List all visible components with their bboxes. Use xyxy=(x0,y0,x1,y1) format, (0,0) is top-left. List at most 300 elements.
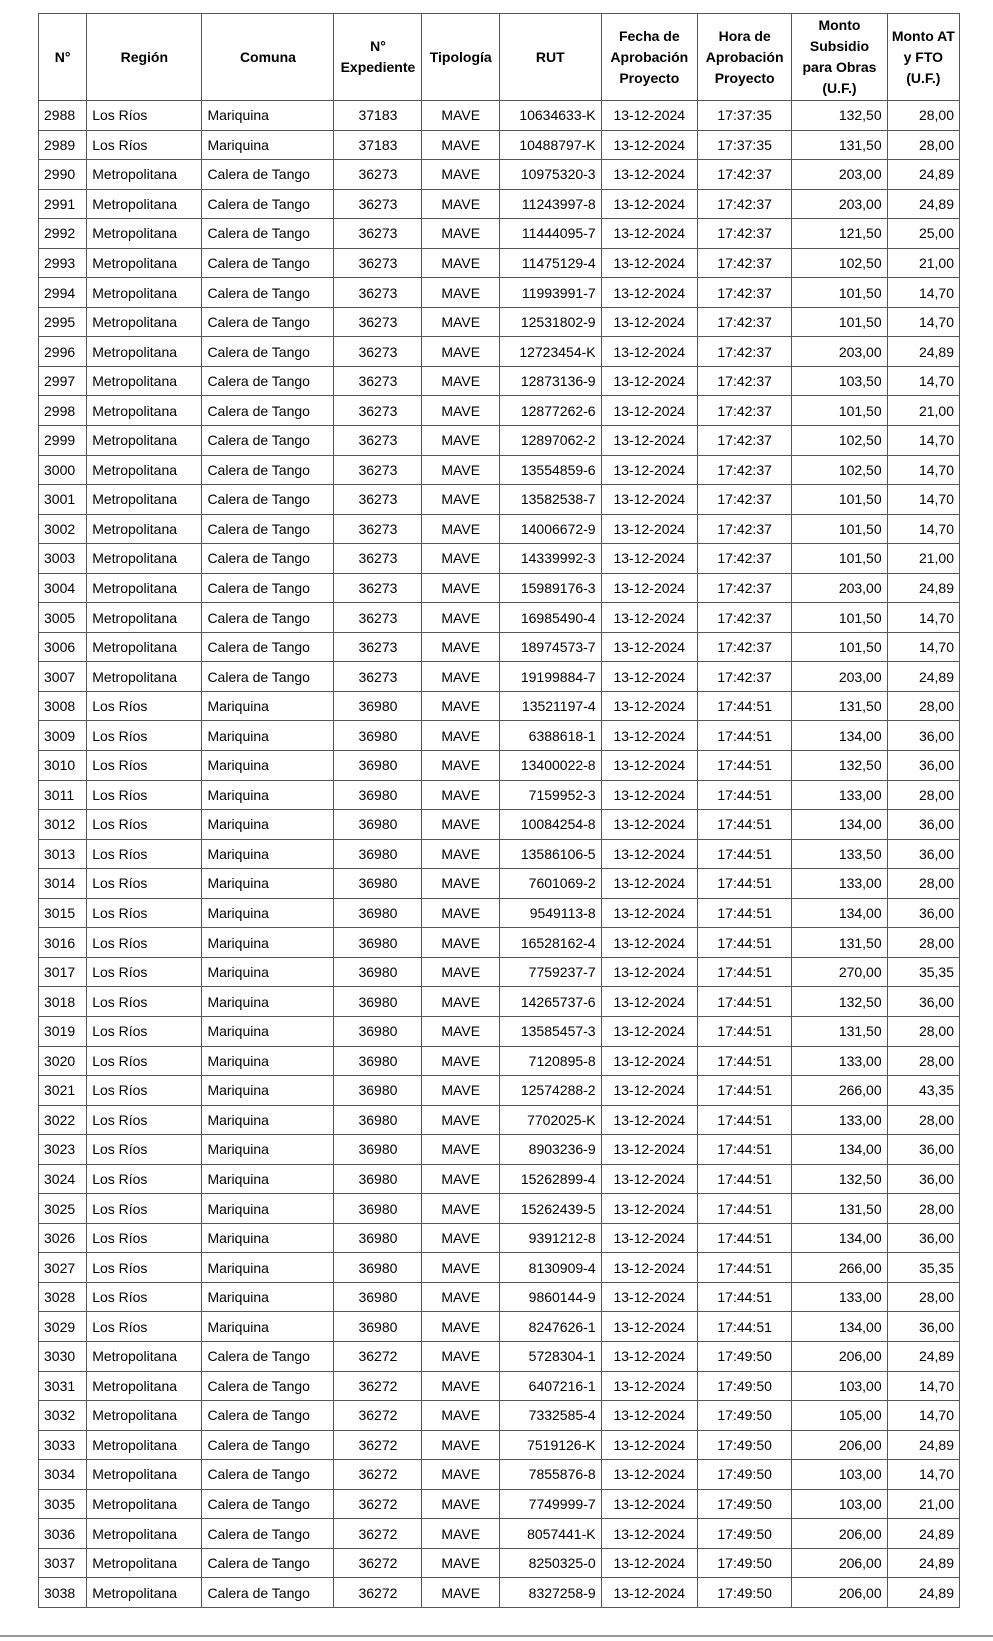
table-row xyxy=(39,307,960,337)
cell-region: Metropolitana xyxy=(87,1341,202,1371)
cell-fecha: 13-12-2024 xyxy=(601,1341,697,1371)
cell-tipologia: MAVE xyxy=(422,544,500,574)
cell-n: 3038 xyxy=(39,1578,87,1608)
table-row xyxy=(39,366,960,396)
cell-rut: 10084254-8 xyxy=(499,810,601,840)
cell-hora: 17:44:51 xyxy=(698,1135,792,1165)
cell-comuna: Calera de Tango xyxy=(202,366,334,396)
cell-n: 3005 xyxy=(39,603,87,633)
cell-rut: 9391212-8 xyxy=(499,1223,601,1253)
cell-monto-obras: 101,50 xyxy=(792,396,887,426)
cell-region: Los Ríos xyxy=(87,721,202,751)
cell-expediente: 36273 xyxy=(334,248,422,278)
cell-comuna: Calera de Tango xyxy=(202,662,334,692)
header-expediente: N° Expediente xyxy=(334,14,422,101)
cell-comuna: Calera de Tango xyxy=(202,1401,334,1431)
cell-rut: 8057441-K xyxy=(499,1519,601,1549)
cell-n: 2997 xyxy=(39,366,87,396)
cell-rut: 11993991-7 xyxy=(499,278,601,308)
cell-tipologia: MAVE xyxy=(422,1135,500,1165)
cell-monto-at: 14,70 xyxy=(887,485,959,515)
cell-fecha: 13-12-2024 xyxy=(601,130,697,160)
cell-monto-obras: 203,00 xyxy=(792,662,887,692)
cell-monto-obras: 206,00 xyxy=(792,1341,887,1371)
cell-rut: 10634633-K xyxy=(499,101,601,131)
cell-monto-obras: 103,00 xyxy=(792,1371,887,1401)
cell-fecha: 13-12-2024 xyxy=(601,691,697,721)
cell-comuna: Mariquina xyxy=(202,101,334,131)
cell-tipologia: MAVE xyxy=(422,130,500,160)
cell-fecha: 13-12-2024 xyxy=(601,1430,697,1460)
cell-comuna: Calera de Tango xyxy=(202,1578,334,1608)
cell-monto-obras: 101,50 xyxy=(792,485,887,515)
cell-monto-at: 24,89 xyxy=(887,573,959,603)
cell-region: Metropolitana xyxy=(87,544,202,574)
cell-hora: 17:44:51 xyxy=(698,1105,792,1135)
cell-comuna: Mariquina xyxy=(202,1076,334,1106)
table-row xyxy=(39,337,960,367)
cell-expediente: 36272 xyxy=(334,1430,422,1460)
cell-hora: 17:42:37 xyxy=(698,366,792,396)
cell-monto-at: 14,70 xyxy=(887,632,959,662)
cell-n: 3008 xyxy=(39,691,87,721)
cell-monto-obras: 131,50 xyxy=(792,928,887,958)
cell-tipologia: MAVE xyxy=(422,721,500,751)
cell-expediente: 36273 xyxy=(334,307,422,337)
cell-hora: 17:49:50 xyxy=(698,1401,792,1431)
cell-fecha: 13-12-2024 xyxy=(601,366,697,396)
cell-rut: 5728304-1 xyxy=(499,1341,601,1371)
table-row xyxy=(39,1076,960,1106)
table-row xyxy=(39,160,960,190)
cell-region: Metropolitana xyxy=(87,1489,202,1519)
cell-monto-obras: 134,00 xyxy=(792,1135,887,1165)
cell-n: 3019 xyxy=(39,1016,87,1046)
cell-hora: 17:44:51 xyxy=(698,751,792,781)
cell-tipologia: MAVE xyxy=(422,839,500,869)
cell-monto-at: 14,70 xyxy=(887,1371,959,1401)
cell-monto-obras: 134,00 xyxy=(792,810,887,840)
cell-fecha: 13-12-2024 xyxy=(601,1076,697,1106)
cell-monto-at: 14,70 xyxy=(887,603,959,633)
cell-tipologia: MAVE xyxy=(422,1194,500,1224)
cell-region: Los Ríos xyxy=(87,1076,202,1106)
table-row xyxy=(39,1194,960,1224)
table-row xyxy=(39,1135,960,1165)
cell-hora: 17:44:51 xyxy=(698,810,792,840)
cell-hora: 17:44:51 xyxy=(698,957,792,987)
cell-monto-obras: 134,00 xyxy=(792,898,887,928)
cell-tipologia: MAVE xyxy=(422,662,500,692)
cell-monto-obras: 132,50 xyxy=(792,101,887,131)
cell-expediente: 36980 xyxy=(334,928,422,958)
cell-fecha: 13-12-2024 xyxy=(601,1164,697,1194)
cell-n: 3009 xyxy=(39,721,87,751)
cell-tipologia: MAVE xyxy=(422,603,500,633)
cell-hora: 17:42:37 xyxy=(698,396,792,426)
cell-n: 3034 xyxy=(39,1460,87,1490)
cell-expediente: 36273 xyxy=(334,219,422,249)
cell-rut: 7332585-4 xyxy=(499,1401,601,1431)
cell-region: Los Ríos xyxy=(87,1194,202,1224)
cell-hora: 17:44:51 xyxy=(698,1046,792,1076)
table-row xyxy=(39,1105,960,1135)
cell-expediente: 36273 xyxy=(334,455,422,485)
cell-comuna: Calera de Tango xyxy=(202,1548,334,1578)
cell-hora: 17:42:37 xyxy=(698,278,792,308)
cell-fecha: 13-12-2024 xyxy=(601,219,697,249)
cell-tipologia: MAVE xyxy=(422,1282,500,1312)
cell-expediente: 36980 xyxy=(334,987,422,1017)
cell-n: 3028 xyxy=(39,1282,87,1312)
header-hora: Hora de Aprobación Proyecto xyxy=(698,14,792,101)
cell-tipologia: MAVE xyxy=(422,780,500,810)
cell-monto-at: 24,89 xyxy=(887,662,959,692)
cell-hora: 17:44:51 xyxy=(698,1253,792,1283)
cell-monto-at: 43,35 xyxy=(887,1076,959,1106)
cell-rut: 19199884-7 xyxy=(499,662,601,692)
cell-expediente: 36272 xyxy=(334,1401,422,1431)
cell-region: Los Ríos xyxy=(87,1016,202,1046)
cell-region: Metropolitana xyxy=(87,426,202,456)
cell-n: 3016 xyxy=(39,928,87,958)
cell-fecha: 13-12-2024 xyxy=(601,278,697,308)
cell-hora: 17:49:50 xyxy=(698,1578,792,1608)
cell-comuna: Calera de Tango xyxy=(202,337,334,367)
cell-fecha: 13-12-2024 xyxy=(601,632,697,662)
table-row xyxy=(39,1312,960,1342)
cell-comuna: Mariquina xyxy=(202,1223,334,1253)
cell-region: Metropolitana xyxy=(87,1460,202,1490)
cell-comuna: Calera de Tango xyxy=(202,1371,334,1401)
cell-expediente: 36273 xyxy=(334,337,422,367)
cell-expediente: 37183 xyxy=(334,130,422,160)
cell-fecha: 13-12-2024 xyxy=(601,839,697,869)
cell-rut: 6388618-1 xyxy=(499,721,601,751)
cell-region: Los Ríos xyxy=(87,839,202,869)
cell-tipologia: MAVE xyxy=(422,1489,500,1519)
cell-tipologia: MAVE xyxy=(422,1164,500,1194)
cell-comuna: Mariquina xyxy=(202,1164,334,1194)
cell-monto-at: 24,89 xyxy=(887,1519,959,1549)
cell-comuna: Calera de Tango xyxy=(202,426,334,456)
cell-comuna: Calera de Tango xyxy=(202,1430,334,1460)
cell-monto-at: 14,70 xyxy=(887,426,959,456)
cell-rut: 8250325-0 xyxy=(499,1548,601,1578)
subsidy-table xyxy=(38,13,960,1608)
table-row xyxy=(39,1519,960,1549)
cell-comuna: Calera de Tango xyxy=(202,278,334,308)
cell-comuna: Mariquina xyxy=(202,869,334,899)
cell-hora: 17:42:37 xyxy=(698,160,792,190)
cell-expediente: 36273 xyxy=(334,573,422,603)
header-tipologia: Tipología xyxy=(422,14,500,101)
cell-n: 3031 xyxy=(39,1371,87,1401)
cell-expediente: 36273 xyxy=(334,396,422,426)
cell-n: 3006 xyxy=(39,632,87,662)
cell-monto-at: 36,00 xyxy=(887,987,959,1017)
cell-comuna: Calera de Tango xyxy=(202,248,334,278)
cell-hora: 17:44:51 xyxy=(698,780,792,810)
cell-rut: 15989176-3 xyxy=(499,573,601,603)
cell-monto-at: 28,00 xyxy=(887,1105,959,1135)
cell-n: 2991 xyxy=(39,189,87,219)
cell-monto-at: 28,00 xyxy=(887,780,959,810)
cell-monto-obras: 206,00 xyxy=(792,1548,887,1578)
cell-region: Metropolitana xyxy=(87,307,202,337)
cell-hora: 17:44:51 xyxy=(698,1076,792,1106)
cell-monto-obras: 133,00 xyxy=(792,1282,887,1312)
cell-comuna: Calera de Tango xyxy=(202,307,334,337)
cell-n: 3011 xyxy=(39,780,87,810)
cell-n: 2992 xyxy=(39,219,87,249)
table-row xyxy=(39,544,960,574)
cell-n: 3002 xyxy=(39,514,87,544)
cell-region: Los Ríos xyxy=(87,1223,202,1253)
cell-rut: 12897062-2 xyxy=(499,426,601,456)
cell-monto-at: 36,00 xyxy=(887,810,959,840)
cell-fecha: 13-12-2024 xyxy=(601,514,697,544)
cell-tipologia: MAVE xyxy=(422,632,500,662)
cell-comuna: Mariquina xyxy=(202,130,334,160)
cell-expediente: 36980 xyxy=(334,869,422,899)
cell-monto-obras: 133,00 xyxy=(792,869,887,899)
cell-hora: 17:42:37 xyxy=(698,632,792,662)
cell-fecha: 13-12-2024 xyxy=(601,337,697,367)
cell-fecha: 13-12-2024 xyxy=(601,869,697,899)
cell-tipologia: MAVE xyxy=(422,219,500,249)
cell-tipologia: MAVE xyxy=(422,101,500,131)
cell-comuna: Mariquina xyxy=(202,1105,334,1135)
cell-fecha: 13-12-2024 xyxy=(601,1223,697,1253)
cell-n: 3020 xyxy=(39,1046,87,1076)
cell-monto-at: 21,00 xyxy=(887,1489,959,1519)
cell-monto-obras: 133,00 xyxy=(792,1105,887,1135)
cell-rut: 13585457-3 xyxy=(499,1016,601,1046)
cell-fecha: 13-12-2024 xyxy=(601,1135,697,1165)
cell-comuna: Mariquina xyxy=(202,1135,334,1165)
cell-rut: 12873136-9 xyxy=(499,366,601,396)
cell-tipologia: MAVE xyxy=(422,248,500,278)
cell-expediente: 36980 xyxy=(334,1312,422,1342)
cell-tipologia: MAVE xyxy=(422,928,500,958)
cell-fecha: 13-12-2024 xyxy=(601,987,697,1017)
cell-monto-at: 35,35 xyxy=(887,1253,959,1283)
cell-hora: 17:44:51 xyxy=(698,1223,792,1253)
cell-fecha: 13-12-2024 xyxy=(601,573,697,603)
cell-fecha: 13-12-2024 xyxy=(601,928,697,958)
table-row xyxy=(39,219,960,249)
cell-monto-at: 14,70 xyxy=(887,278,959,308)
cell-fecha: 13-12-2024 xyxy=(601,1578,697,1608)
cell-hora: 17:44:51 xyxy=(698,898,792,928)
cell-n: 3035 xyxy=(39,1489,87,1519)
cell-expediente: 36980 xyxy=(334,691,422,721)
cell-n: 3027 xyxy=(39,1253,87,1283)
cell-expediente: 36980 xyxy=(334,898,422,928)
cell-monto-obras: 101,50 xyxy=(792,278,887,308)
cell-rut: 15262439-5 xyxy=(499,1194,601,1224)
cell-hora: 17:42:37 xyxy=(698,337,792,367)
cell-expediente: 36980 xyxy=(334,751,422,781)
cell-region: Los Ríos xyxy=(87,898,202,928)
cell-comuna: Calera de Tango xyxy=(202,1341,334,1371)
cell-comuna: Mariquina xyxy=(202,1253,334,1283)
cell-expediente: 36272 xyxy=(334,1371,422,1401)
cell-comuna: Calera de Tango xyxy=(202,1460,334,1490)
cell-expediente: 36273 xyxy=(334,189,422,219)
cell-expediente: 36273 xyxy=(334,366,422,396)
cell-n: 2989 xyxy=(39,130,87,160)
cell-comuna: Mariquina xyxy=(202,1282,334,1312)
cell-fecha: 13-12-2024 xyxy=(601,1401,697,1431)
cell-monto-at: 28,00 xyxy=(887,928,959,958)
cell-n: 3037 xyxy=(39,1548,87,1578)
cell-fecha: 13-12-2024 xyxy=(601,1548,697,1578)
cell-region: Los Ríos xyxy=(87,130,202,160)
cell-fecha: 13-12-2024 xyxy=(601,1489,697,1519)
cell-monto-at: 25,00 xyxy=(887,219,959,249)
cell-n: 3015 xyxy=(39,898,87,928)
table-row xyxy=(39,426,960,456)
cell-tipologia: MAVE xyxy=(422,337,500,367)
cell-tipologia: MAVE xyxy=(422,691,500,721)
cell-monto-at: 14,70 xyxy=(887,366,959,396)
cell-region: Los Ríos xyxy=(87,101,202,131)
cell-region: Los Ríos xyxy=(87,691,202,721)
cell-hora: 17:37:35 xyxy=(698,130,792,160)
cell-monto-at: 14,70 xyxy=(887,307,959,337)
cell-region: Metropolitana xyxy=(87,1578,202,1608)
cell-hora: 17:42:37 xyxy=(698,573,792,603)
header-monto-obras: Monto Subsidio para Obras (U.F.) xyxy=(792,14,887,101)
cell-monto-obras: 101,50 xyxy=(792,603,887,633)
table-body xyxy=(39,101,960,1608)
cell-comuna: Mariquina xyxy=(202,957,334,987)
cell-comuna: Mariquina xyxy=(202,1194,334,1224)
cell-fecha: 13-12-2024 xyxy=(601,160,697,190)
cell-monto-obras: 203,00 xyxy=(792,189,887,219)
cell-tipologia: MAVE xyxy=(422,1223,500,1253)
cell-rut: 13582538-7 xyxy=(499,485,601,515)
cell-n: 3007 xyxy=(39,662,87,692)
cell-region: Metropolitana xyxy=(87,632,202,662)
cell-expediente: 36273 xyxy=(334,632,422,662)
cell-fecha: 13-12-2024 xyxy=(601,1016,697,1046)
cell-fecha: 13-12-2024 xyxy=(601,1282,697,1312)
header-monto-at: Monto AT y FTO (U.F.) xyxy=(887,14,959,101)
cell-monto-obras: 134,00 xyxy=(792,1312,887,1342)
cell-monto-at: 36,00 xyxy=(887,1223,959,1253)
cell-hora: 17:42:37 xyxy=(698,189,792,219)
cell-region: Metropolitana xyxy=(87,219,202,249)
table-row xyxy=(39,751,960,781)
cell-monto-at: 36,00 xyxy=(887,839,959,869)
cell-region: Los Ríos xyxy=(87,810,202,840)
cell-n: 3013 xyxy=(39,839,87,869)
cell-n: 3026 xyxy=(39,1223,87,1253)
cell-rut: 11444095-7 xyxy=(499,219,601,249)
table-row xyxy=(39,898,960,928)
cell-tipologia: MAVE xyxy=(422,1105,500,1135)
cell-n: 2998 xyxy=(39,396,87,426)
cell-expediente: 37183 xyxy=(334,101,422,131)
cell-comuna: Mariquina xyxy=(202,1312,334,1342)
cell-monto-at: 28,00 xyxy=(887,1016,959,1046)
cell-tipologia: MAVE xyxy=(422,366,500,396)
cell-tipologia: MAVE xyxy=(422,573,500,603)
cell-tipologia: MAVE xyxy=(422,1016,500,1046)
cell-hora: 17:49:50 xyxy=(698,1341,792,1371)
cell-rut: 11475129-4 xyxy=(499,248,601,278)
cell-expediente: 36980 xyxy=(334,810,422,840)
cell-n: 2996 xyxy=(39,337,87,367)
table-row xyxy=(39,1548,960,1578)
cell-hora: 17:44:51 xyxy=(698,869,792,899)
cell-hora: 17:49:50 xyxy=(698,1460,792,1490)
cell-hora: 17:44:51 xyxy=(698,1312,792,1342)
cell-region: Metropolitana xyxy=(87,337,202,367)
cell-fecha: 13-12-2024 xyxy=(601,1312,697,1342)
cell-hora: 17:49:50 xyxy=(698,1489,792,1519)
cell-monto-at: 28,00 xyxy=(887,1282,959,1312)
cell-rut: 10975320-3 xyxy=(499,160,601,190)
cell-fecha: 13-12-2024 xyxy=(601,780,697,810)
cell-rut: 7749999-7 xyxy=(499,1489,601,1519)
table-row xyxy=(39,278,960,308)
cell-comuna: Calera de Tango xyxy=(202,632,334,662)
cell-comuna: Calera de Tango xyxy=(202,485,334,515)
cell-monto-at: 36,00 xyxy=(887,1312,959,1342)
cell-comuna: Calera de Tango xyxy=(202,219,334,249)
cell-n: 3017 xyxy=(39,957,87,987)
cell-expediente: 36980 xyxy=(334,839,422,869)
cell-rut: 7601069-2 xyxy=(499,869,601,899)
cell-comuna: Calera de Tango xyxy=(202,1519,334,1549)
cell-tipologia: MAVE xyxy=(422,189,500,219)
table-row xyxy=(39,632,960,662)
cell-tipologia: MAVE xyxy=(422,1548,500,1578)
header-region: Región xyxy=(87,14,202,101)
cell-expediente: 36980 xyxy=(334,1016,422,1046)
cell-hora: 17:42:37 xyxy=(698,603,792,633)
cell-hora: 17:44:51 xyxy=(698,839,792,869)
cell-expediente: 36980 xyxy=(334,957,422,987)
cell-n: 2999 xyxy=(39,426,87,456)
cell-tipologia: MAVE xyxy=(422,485,500,515)
cell-tipologia: MAVE xyxy=(422,514,500,544)
cell-hora: 17:44:51 xyxy=(698,1164,792,1194)
table-row xyxy=(39,869,960,899)
cell-tipologia: MAVE xyxy=(422,307,500,337)
cell-expediente: 36980 xyxy=(334,780,422,810)
cell-expediente: 36273 xyxy=(334,160,422,190)
cell-tipologia: MAVE xyxy=(422,1401,500,1431)
cell-monto-at: 35,35 xyxy=(887,957,959,987)
cell-monto-at: 24,89 xyxy=(887,1341,959,1371)
table-row xyxy=(39,780,960,810)
cell-monto-at: 28,00 xyxy=(887,691,959,721)
table-row xyxy=(39,1164,960,1194)
cell-hora: 17:44:51 xyxy=(698,928,792,958)
cell-monto-obras: 266,00 xyxy=(792,1076,887,1106)
cell-region: Metropolitana xyxy=(87,1548,202,1578)
cell-fecha: 13-12-2024 xyxy=(601,721,697,751)
cell-rut: 8903236-9 xyxy=(499,1135,601,1165)
cell-region: Metropolitana xyxy=(87,248,202,278)
cell-fecha: 13-12-2024 xyxy=(601,101,697,131)
cell-rut: 12531802-9 xyxy=(499,307,601,337)
